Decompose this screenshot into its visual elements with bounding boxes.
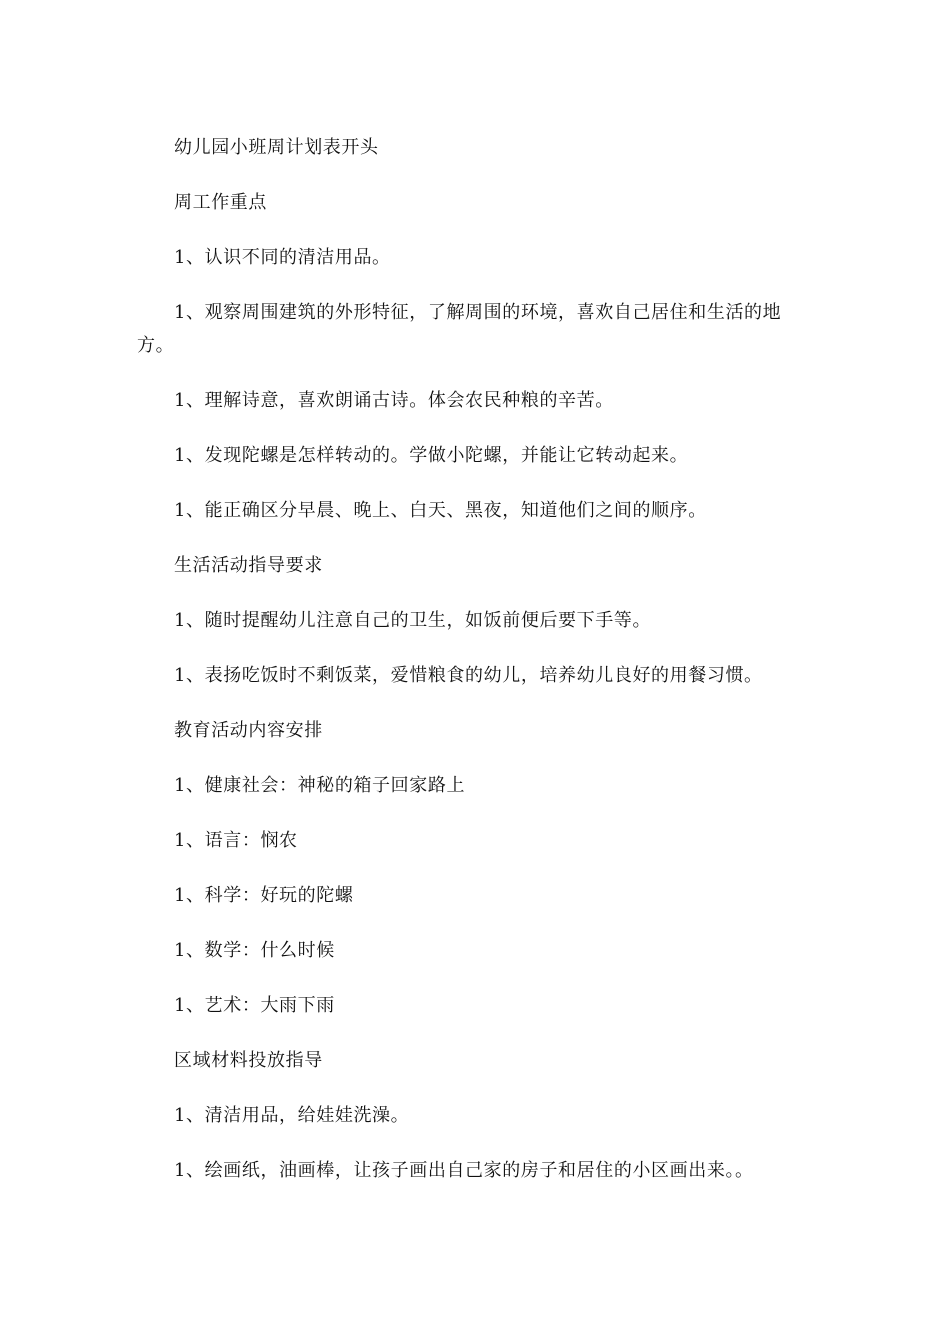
list-item: 1、发现陀螺是怎样转动的。学做小陀螺，并能让它转动起来。 bbox=[174, 445, 689, 466]
list-item: 1、认识不同的清洁用品。 bbox=[174, 247, 391, 268]
list-item: 1、数学：什么时候 bbox=[174, 940, 335, 961]
list-item: 1、语言：悯农 bbox=[174, 830, 298, 851]
section-heading-life-activities: 生活活动指导要求 bbox=[174, 555, 323, 576]
list-item: 1、清洁用品，给娃娃洗澡。 bbox=[174, 1105, 410, 1126]
list-item: 1、能正确区分早晨、晚上、白天、黑夜，知道他们之间的顺序。 bbox=[174, 500, 707, 521]
list-item: 1、绘画纸，油画棒，让孩子画出自己家的房子和居住的小区画出来。。 bbox=[174, 1160, 754, 1181]
section-heading-weekly-focus: 周工作重点 bbox=[174, 192, 267, 213]
list-item: 1、健康社会：神秘的箱子回家路上 bbox=[174, 775, 466, 796]
list-item: 1、随时提醒幼儿注意自己的卫生，如饭前便后要下手等。 bbox=[174, 610, 652, 631]
list-item: 1、表扬吃饭时不剩饭菜，爱惜粮食的幼儿，培养幼儿良好的用餐习惯。 bbox=[174, 665, 763, 686]
section-heading-area-materials: 区域材料投放指导 bbox=[174, 1050, 323, 1071]
document-body bbox=[137, 131, 805, 1187]
list-item: 1、科学：好玩的陀螺 bbox=[174, 885, 354, 906]
list-item: 1、理解诗意，喜欢朗诵古诗。体会农民种粮的辛苦。 bbox=[174, 390, 614, 411]
list-item: 1、观察周围建筑的外形特征，了解周围的环境，喜欢自己居住和生活的地方。 bbox=[137, 302, 782, 356]
list-item: 1、艺术：大雨下雨 bbox=[174, 995, 335, 1016]
section-heading-education-activities: 教育活动内容安排 bbox=[174, 720, 323, 741]
document-title: 幼儿园小班周计划表开头 bbox=[174, 137, 379, 158]
